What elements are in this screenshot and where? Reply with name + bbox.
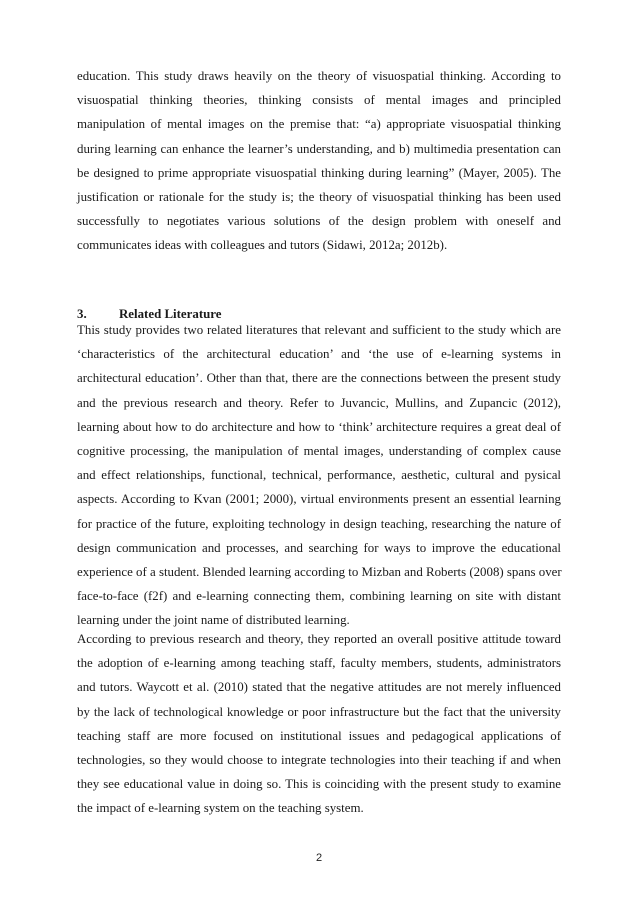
section-number: 3. bbox=[77, 307, 87, 321]
section-title: Related Literature bbox=[119, 307, 222, 321]
paragraph-line: technologies, so they would choose to integrate technologies into their teaching if and when bbox=[77, 752, 561, 767]
paragraph-line: learning under the joint name of distributed learning. bbox=[77, 613, 350, 628]
paragraph-line: and effect relationships, functional, technical, performance, aesthetic, cultural and pysical bbox=[77, 468, 561, 483]
paragraph-3 bbox=[77, 627, 561, 821]
paragraph-line: aspects. According to Kvan (2001; 2000), virtual environments present an essential learning bbox=[77, 492, 561, 507]
paragraph-line: communicates ideas with colleagues and tutors (Sidawi, 2012a; 2012b). bbox=[77, 238, 448, 253]
paragraph-line: be designed to prime appropriate visuospatial thinking during learning” (Mayer, 2005). The bbox=[77, 165, 561, 180]
paragraph-line: architectural education’. Other than that, there are the connections between the present study bbox=[77, 371, 561, 386]
paragraph-line: face-to-face (f2f) and e-learning connecting them, combining learning on site with distant bbox=[77, 589, 561, 604]
paragraph-line: teaching staff are more focused on institutional issues and pedagogical applications of bbox=[77, 728, 561, 743]
paragraph-line: manipulation of mental images on the premise that: “a) appropriate visuospatial thinking bbox=[77, 117, 561, 132]
paragraph-line: justification or rationale for the study is; the theory of visuospatial thinking has been used bbox=[77, 189, 561, 204]
paragraph-line: visuospatial thinking theories, thinking consists of mental images and principled bbox=[77, 93, 561, 108]
paragraph-line: successfully to negotiates various solutions of the design problem with oneself and bbox=[77, 214, 561, 229]
paragraph-line: design communication and processes, and searching for ways to improve the educational bbox=[77, 540, 561, 555]
paragraph-line: experience of a student. Blended learning according to Mizban and Roberts (2008) spans over bbox=[77, 564, 562, 579]
paragraph-line: by the lack of technological knowledge or poor infrastructure but the fact that the university bbox=[77, 704, 561, 719]
paragraph-line: during learning can enhance the learner’s understanding, and b) multimedia presentation can bbox=[77, 141, 561, 156]
page-number: 2 bbox=[315, 852, 323, 864]
paragraph-line: ‘characteristics of the architectural education’ and ‘the use of e-learning systems in bbox=[77, 347, 561, 362]
paragraph-line: According to previous research and theory, they reported an overall positive attitude toward bbox=[77, 632, 561, 646]
paragraph-line: and tutors. Waycott et al. (2010) stated that the negative attitudes are not merely influenced bbox=[77, 680, 561, 695]
paragraph-line: education. This study draws heavily on the theory of visuospatial thinking. According to bbox=[77, 69, 561, 83]
paragraph-line: the impact of e-learning system on the teaching system. bbox=[77, 801, 364, 816]
paragraph-2 bbox=[77, 318, 561, 632]
paragraph-line: the adoption of e-learning among teaching staff, faculty members, students, administrators bbox=[77, 656, 561, 671]
paragraph-line: they see educational value in doing so. This is coinciding with the present study to examine bbox=[77, 777, 561, 792]
paragraph-line: for practice of the future, exploiting technology in design teaching, researching the nature of bbox=[77, 516, 561, 531]
paragraph-line: and the previous research and theory. Refer to Juvancic, Mullins, and Zupancic (2012), bbox=[77, 395, 561, 410]
paragraph-line: learning about how to do architecture and how to ‘think’ architecture requires a great deal of bbox=[77, 419, 561, 434]
paragraph-line: This study provides two related literatures that relevant and sufficient to the study which are bbox=[77, 323, 561, 337]
paragraph-line: cognitive processing, the manipulation of mental images, understanding of complex cause bbox=[77, 443, 561, 458]
paragraph-1 bbox=[77, 64, 561, 258]
